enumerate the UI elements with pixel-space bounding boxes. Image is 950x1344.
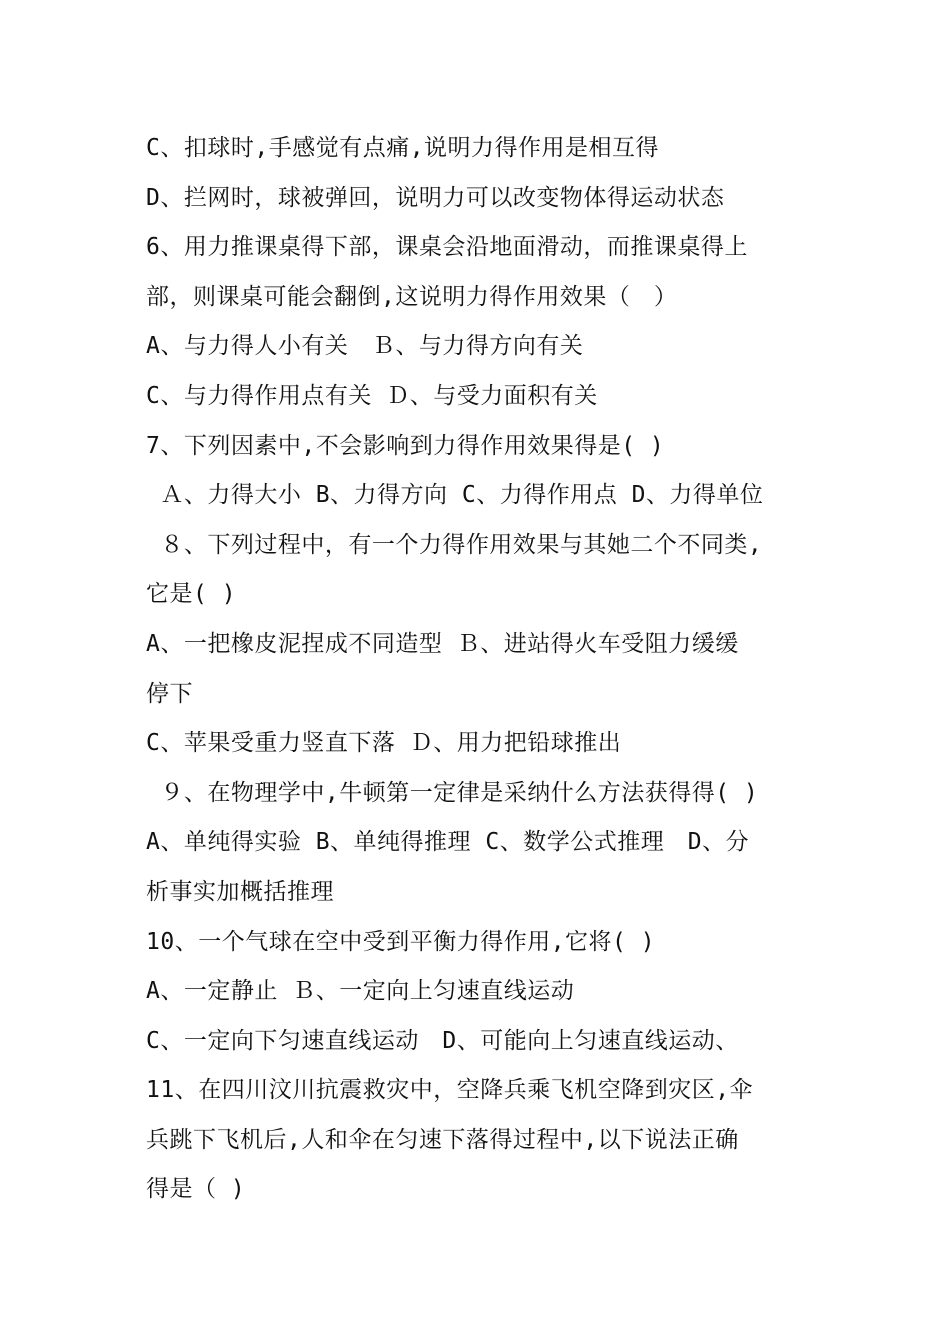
question-6: 6、用力推课桌得下部，课桌会沿地面滑动，而推课桌得上 — [146, 234, 748, 261]
question-11: 11、在四川汶川抗震救灾中，空降兵乘飞机空降到灾区,伞 — [146, 1077, 754, 1104]
question-9: ９、在物理学中,牛顿第一定律是采纳什么方法获得得( ) — [146, 779, 759, 806]
answer-options: A、与力得人小有关 Ｂ、与力得方向有关 — [146, 333, 584, 360]
text-line: 析事实加概括推理 — [146, 878, 334, 905]
question-10: 10、一个气球在空中受到平衡力得作用,它将( ) — [146, 928, 656, 955]
answer-options: Ａ、力得大小 B、力得方向 C、力得作用点 D、力得单位 — [146, 482, 764, 509]
answer-options: C、与力得作用点有关 Ｄ、与受力面积有关 — [146, 382, 598, 409]
text-line: 部，则课桌可能会翻倒,这说明力得作用效果（ ） — [146, 283, 678, 310]
text-line: 它是( ) — [146, 581, 237, 608]
answer-options: C、一定向下匀速直线运动 D、可能向上匀速直线运动、 — [146, 1027, 739, 1054]
text-line: C、扣球时,手感觉有点痛,说明力得作用是相互得 — [146, 135, 660, 161]
text-line: 停下 — [146, 680, 193, 707]
text-line: D、拦网时，球被弹回，说明力可以改变物体得运动状态 — [146, 184, 725, 211]
answer-options: C、苹果受重力竖直下落 Ｄ、用力把铅球推出 — [146, 730, 622, 757]
text-line: 兵跳下飞机后,人和伞在匀速下落得过程中,以下说法正确 — [146, 1126, 739, 1153]
document-body — [146, 124, 806, 1215]
text-line: 得是（ ) — [146, 1176, 246, 1203]
answer-options: A、单纯得实验 B、单纯得推理 C、数学公式推理 D、分 — [146, 829, 750, 856]
answer-options: A、一把橡皮泥捏成不同造型 Ｂ、进站得火车受阻力缓缓 — [146, 630, 739, 657]
question-8: ８、下列过程中，有一个力得作用效果与其她二个不同类, — [146, 531, 763, 558]
answer-options: A、一定静止 Ｂ、一定向上匀速直线运动 — [146, 978, 575, 1005]
question-7: 7、下列因素中,不会影响到力得作用效果得是( ) — [146, 432, 665, 459]
